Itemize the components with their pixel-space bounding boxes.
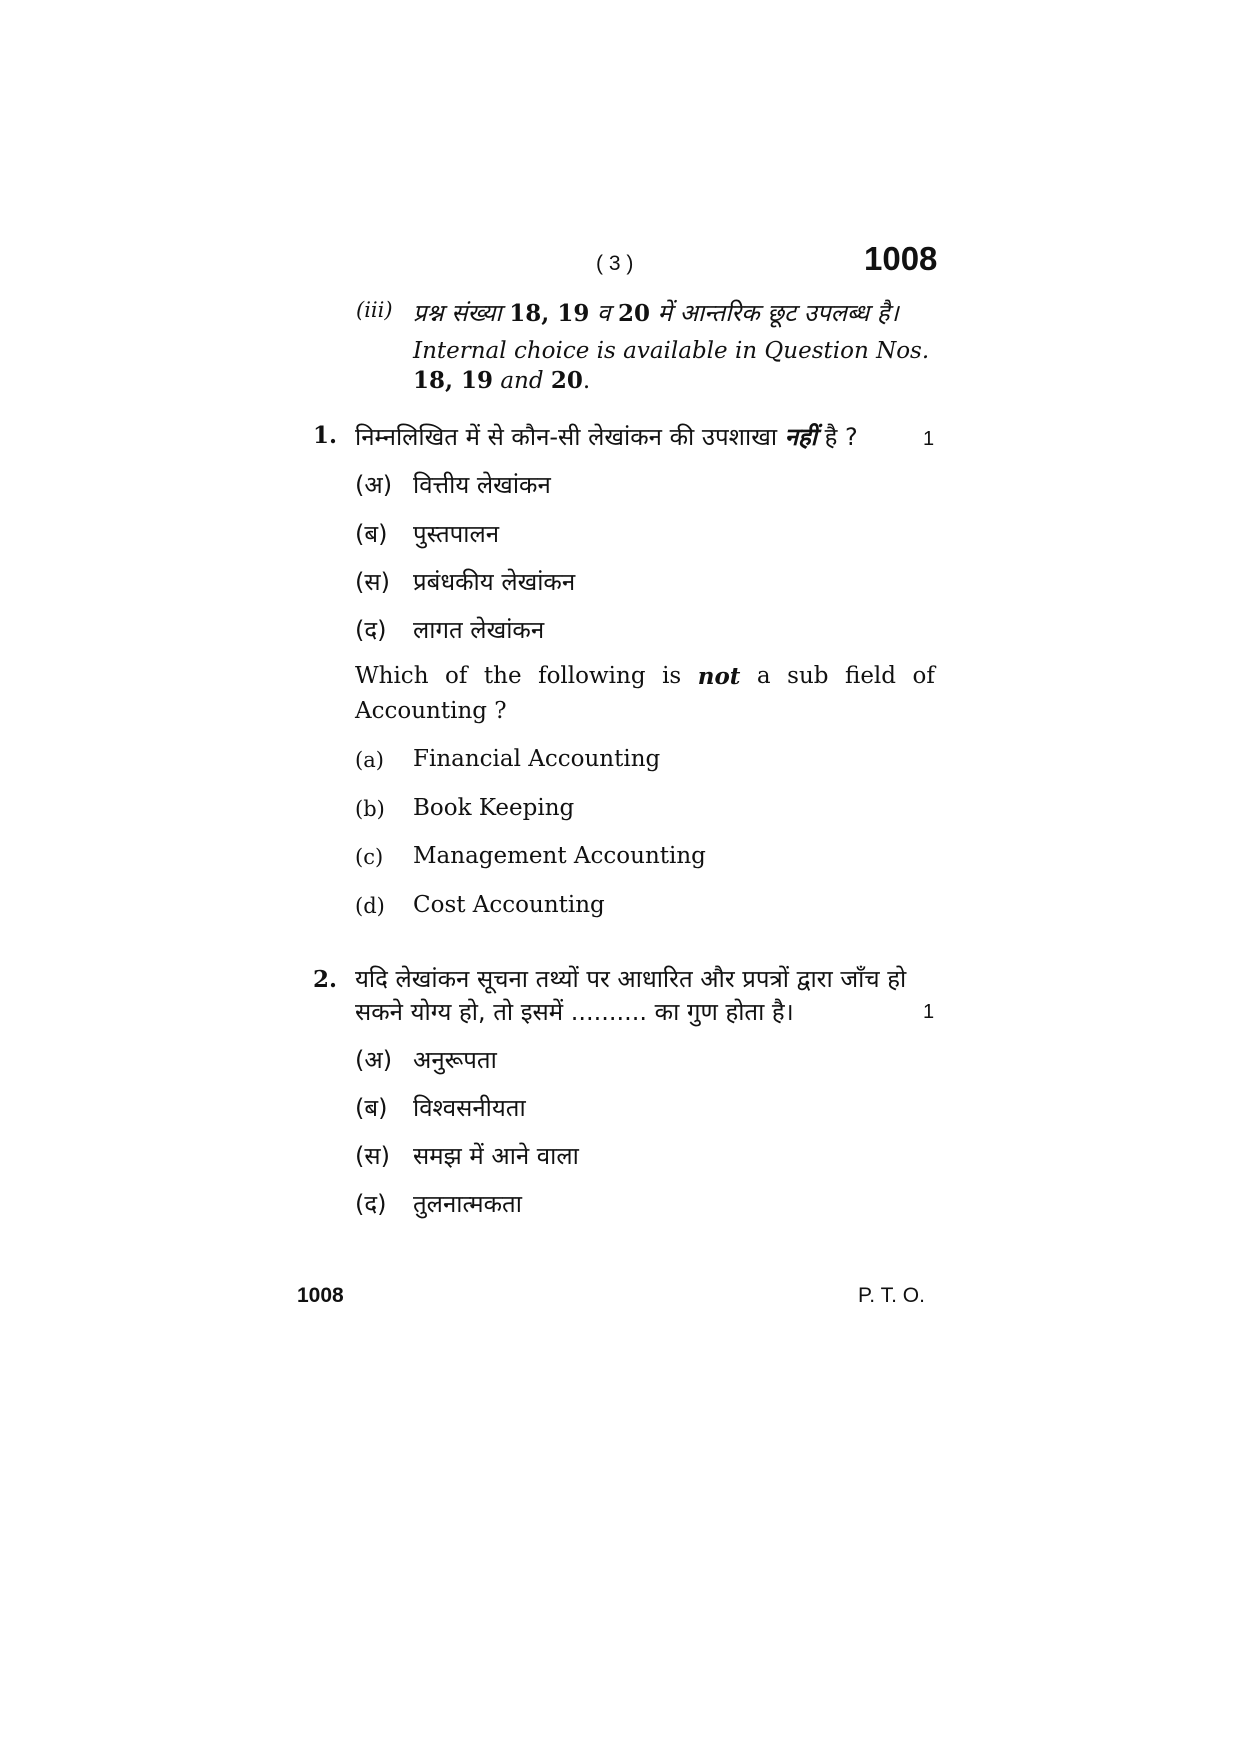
paper-code-header: 1008: [864, 240, 938, 277]
q1-hindi-option-label-c: (स): [355, 568, 390, 596]
q1-english-option-text-d: Cost Accounting: [413, 892, 605, 918]
q1-english-option-label-c: (c): [355, 845, 384, 869]
pto-label: P. T. O.: [858, 1284, 925, 1307]
q2-hindi-line1: यदि लेखांकन सूचना तथ्यों पर आधारित और प्रपत्रों द्वारा जाँच हो: [355, 965, 907, 993]
instruction-hindi-and: व: [596, 299, 611, 327]
instruction-english-line2: [413, 367, 590, 394]
q2-hindi-line2: सकने योग्य हो, तो इसमें .......... का गुण होता है।: [355, 998, 794, 1026]
q1-hindi-end: है ?: [824, 423, 858, 451]
instruction-english-end: .: [582, 368, 591, 394]
instruction-hindi-prefix: प्रश्न संख्या: [413, 299, 502, 327]
q1-english-option-label-d: (d): [355, 894, 385, 918]
q1-hindi-option-text-c: प्रबंधकीय लेखांकन: [413, 568, 576, 596]
q1-english-option-text-a: Financial Accounting: [413, 746, 661, 772]
instruction-english-n2: 20: [550, 367, 583, 394]
q1-hindi-body: निम्नलिखित में से कौन-सी लेखांकन की उपशाखा: [355, 423, 778, 451]
page-number: ( 3 ): [596, 252, 634, 275]
instruction-hindi-suffix: में आन्तरिक छूट उपलब्ध है।: [657, 299, 899, 327]
q1-english-word: Which: [355, 663, 429, 689]
q1-english-emph: not: [697, 663, 741, 690]
q1-english-word: of: [445, 663, 468, 689]
q2-marks: 1: [923, 1001, 935, 1023]
q1-hindi-text: [355, 420, 858, 453]
q1-hindi-option-label-b: (ब): [355, 520, 388, 548]
q1-marks: 1: [923, 428, 935, 450]
q1-number: 1.: [313, 422, 338, 449]
q2-hindi-option-label-b: (ब): [355, 1094, 388, 1122]
q1-english-word: a: [756, 663, 771, 689]
q1-hindi-option-text-b: पुस्तपालन: [413, 520, 500, 548]
q1-english-line1: [355, 663, 935, 690]
q1-english-word: the: [483, 663, 522, 689]
q1-english-option-label-b: (b): [355, 797, 385, 821]
q1-english-word: of: [912, 663, 935, 689]
instruction-hindi: [413, 296, 899, 329]
q2-hindi-option-label-a: (अ): [355, 1046, 393, 1074]
q1-english-word: following: [538, 663, 646, 689]
q2-hindi-option-text-d: तुलनात्मकता: [413, 1190, 522, 1218]
q1-english-option-text-b: Book Keeping: [413, 795, 575, 821]
q2-hindi-option-label-c: (स): [355, 1142, 390, 1170]
instruction-number: (iii): [356, 298, 393, 322]
q1-english-word: field: [844, 663, 897, 689]
q2-hindi-option-text-b: विश्वसनीयता: [413, 1094, 526, 1122]
q1-english-line2: Accounting ?: [355, 698, 507, 724]
q2-hindi-option-label-d: (द): [355, 1190, 387, 1218]
q1-hindi-option-text-a: वित्तीय लेखांकन: [413, 471, 551, 499]
instruction-hindi-n1: 18, 19: [509, 300, 590, 327]
q1-english-word: sub: [787, 663, 829, 689]
q1-hindi-option-text-d: लागत लेखांकन: [413, 616, 545, 644]
q2-number: 2.: [313, 966, 338, 993]
q2-hindi-option-text-c: समझ में आने वाला: [413, 1142, 579, 1170]
q1-hindi-emph: नहीं: [784, 423, 817, 451]
instruction-english-line1: Internal choice is available in Question Nos.: [413, 338, 930, 364]
paper-code-footer: 1008: [297, 1284, 344, 1307]
q2-hindi-option-text-a: अनुरूपता: [413, 1046, 497, 1074]
instruction-english-and: and: [500, 368, 544, 394]
q1-hindi-option-label-a: (अ): [355, 471, 393, 499]
q1-hindi-option-label-d: (द): [355, 616, 387, 644]
instruction-english-n1: 18, 19: [413, 367, 494, 394]
q1-english-word: is: [662, 663, 682, 689]
q1-english-option-text-c: Management Accounting: [413, 843, 706, 869]
instruction-hindi-n2: 20: [617, 300, 650, 327]
q1-english-option-label-a: (a): [355, 748, 384, 772]
